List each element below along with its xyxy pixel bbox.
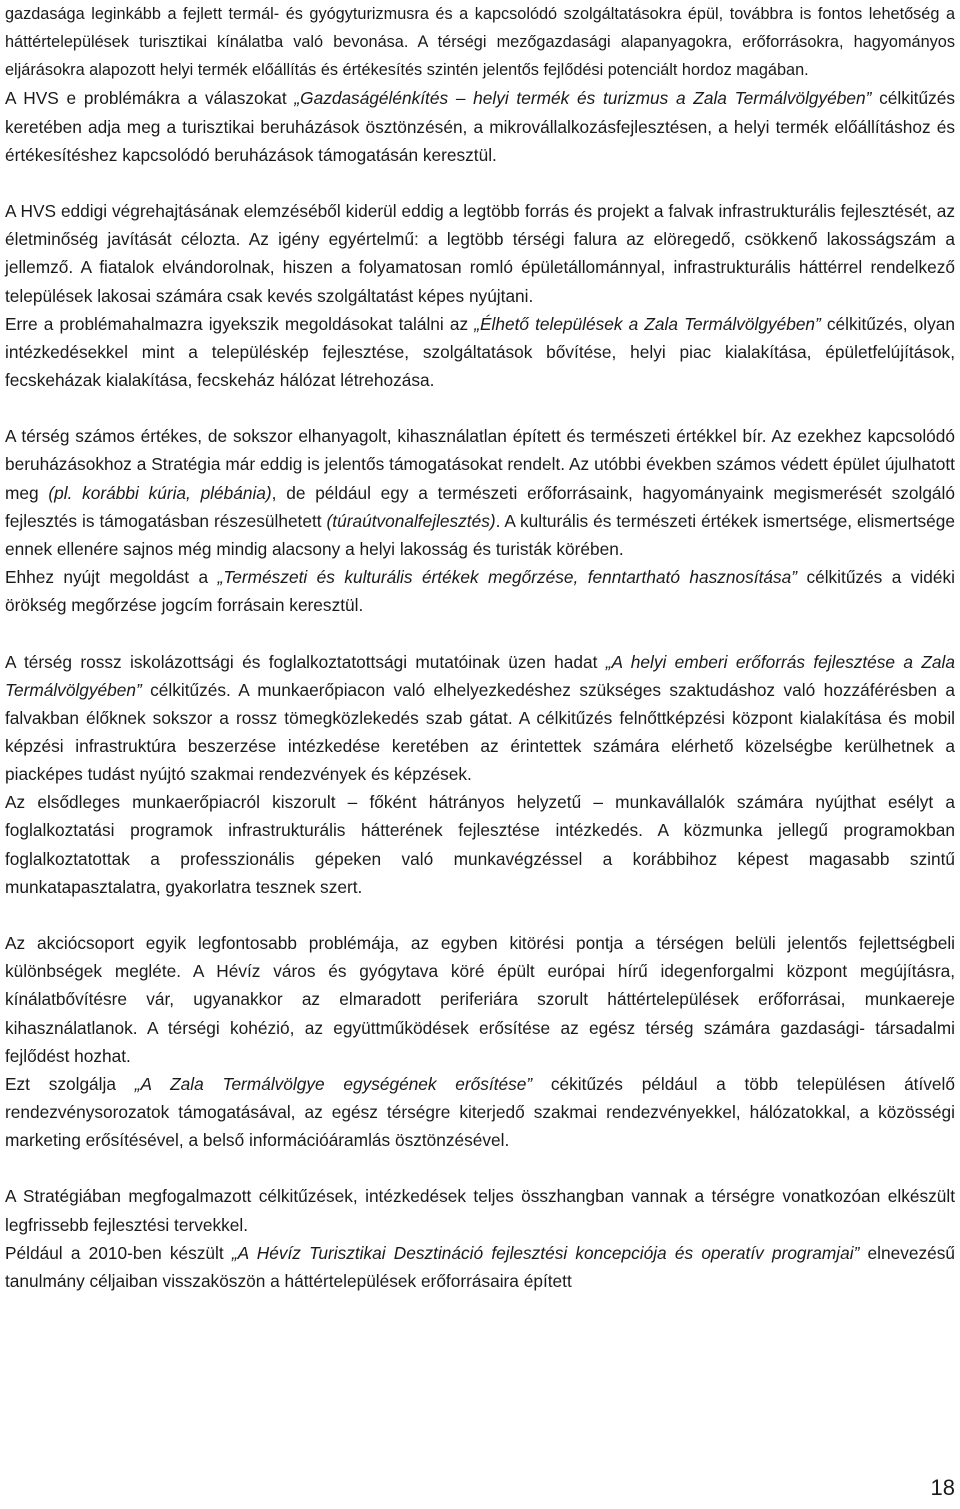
text-run: Az akciócsoport egyik legfontosabb problémája, az egyben kitörési pontja a térségen belüli jelentős fejlettségbeli különbségek megléte. A Hévíz város és gyógytava köré épült európai hírű idegenforgalmi központ megújításra, kínálatbővítésre vár, ugyanakkor az elmaradott periferiára szorult háttértelepülések erőforrásai, munkaereje kihasználatlanok. A térségi kohézió, az együttműködések erősítése az egész térség számára gazdasági- társadalmi fejlődést hozhat. [5, 933, 955, 1066]
text-run: célkitűzés, olyan intézkedésekkel mint a településkép fejlesztése, szolgáltatások bővítése, helyi piac kialakítása, épületfelújítások, fecskeházak kialakítása, fecskeház hálózat létrehozása. [5, 313, 955, 391]
italic-text: „Élhető települések a Zala Termálvölgyében” [474, 313, 821, 334]
paragraph [5, 422, 955, 563]
text-run: . A kulturális és természeti értékek ismertsége, elismertsége ennek ellenére sajnos még mindig alacsony a helyi lakosság és turisták körében. [5, 510, 955, 559]
text-run: célkitűzés. A munkaerőpiacon való elhelyezkedéshez szükséges szaktudáshoz való hozzáférésben a falvakban élőknek sokszor a rossz tömegközlekedés szab gátat. A célkitűzés felnőttképzési központ kialakítása és mobil képzési infrastruktúra beszerzése intézkedése keretében az érintettek számára elérhető közelségbe kerülhetnek a piacképes tudást nyújtó szakmai rendezvények és képzések. [5, 679, 955, 785]
text-run: A HVS e problémákra a válaszokat [5, 88, 295, 109]
paragraph [5, 929, 955, 1070]
italic-text: „Gazdaságélénkítés – helyi termék és turizmus a Zala Termálvölgyében” [294, 88, 872, 109]
text-run: Ehhez nyújt megoldást a [5, 567, 218, 588]
text-run: gazdasága leginkább a fejlett termál- és gyógyturizmusra és a kapcsolódó szolgáltatásokra épül, továbbra is fontos lehetőség a háttértelepülések turisztikai kínálatba való bevonása. A térségi mezőgazdasági alapanyagokra, erőforrásokra, hagyományos eljárásokra alapozott helyi termék előállítás és értékesítés szintén jelentős fejlődési potenciált hordoz magában. [5, 5, 955, 80]
paragraph [5, 197, 955, 310]
text-run: Ezt szolgálja [5, 1073, 135, 1094]
text-run: Az elsődleges munkaerőpiacról kiszorult – főként hátrányos helyzetű – munkavállalók számára nyújthat esélyt a foglalkoztatási programok infrastrukturális hátterének fejlesztése intézkedés. A közmunka jellegű programokban foglalkoztatottak a professzionális gépeken való munkavégzéssel a korábbihoz képest magasabb szintű munkatapasztalatra, gyakorlatra tesznek szert. [5, 792, 955, 897]
paragraph [5, 84, 955, 168]
paragraph [5, 310, 955, 394]
italic-text: (túraútvonalfejlesztés) [326, 510, 496, 531]
paragraph [5, 1182, 955, 1238]
italic-text: „A helyi emberi erőforrás fejlesztése a Zala Termálvölgyében” [5, 651, 955, 700]
text-run: célkitűzés keretében adja meg a turisztikai beruházások ösztönzésén, a mikrovállalkozásfejlesztésen, a helyi termék előállításhoz és értékesítéshez kapcsolódó beruházások támogatásán keresztül. [5, 88, 955, 165]
text-run: célkitűzés a vidéki örökség megőrzése jogcím forrásain keresztül. [5, 567, 955, 616]
text-run: A Stratégiában megfogalmazott célkitűzések, intézkedések teljes összhangban vannak a térségre vonatkozóan elkészült legfrissebb fejlesztési tervekkel. [5, 1186, 955, 1235]
text-run: , de például egy a természeti erőforrásaink, hagyományaink megismerését szolgáló fejlesztés is támogatásban részesülhetett [5, 482, 955, 531]
text-run: Például a 2010-ben készült [5, 1242, 232, 1263]
text-run: A térség számos értékes, de sokszor elhanyagolt, kihasználatlan épített és természeti értékkel bír. Az ezekhez kapcsolódó beruházásokhoz a Stratégia már eddig is jelentős támogatásokat rendelt. Az utóbbi években számos védett épület újulhatott meg [5, 426, 955, 503]
page-number: 18 [930, 1475, 955, 1500]
italic-text: (pl. korábbi kúria, plébánia) [48, 482, 272, 503]
text-run: A HVS eddigi végrehajtásának elemzéséből kiderül eddig a legtöbb forrás és projekt a falvak infrastrukturális fejlesztését, az életminőség javítását célozta. Az igény egyértelmű: a legtöbb térségi falura az elöregedő, csökkenő lakosságszám a jellemző. A fiatalok elvándorolnak, hiszen a folyamatosan romló épületállománnyal, infrastrukturális háttérrel rendelkező települések lakosai számára csak kevés szolgáltatást képes nyújtani. [5, 201, 955, 306]
body-text [5, 0, 955, 1295]
text-run: A térség rossz iskolázottsági és foglalkoztatottsági mutatóinak üzen hadat [5, 651, 606, 672]
text-run: Erre a problémahalmazra igyekszik megoldásokat találni az [5, 313, 475, 334]
italic-text: „A Zala Termálvölgye egységének erősítése” [134, 1073, 533, 1094]
paragraph [5, 1070, 955, 1154]
text-run: elnevezésű tanulmány céljaiban visszaköszön a háttértelepülések erőforrásaira épített [5, 1242, 955, 1291]
paragraph [5, 788, 955, 901]
italic-text: „A Hévíz Turisztikai Desztináció fejlesztési koncepciója és operatív programjai” [231, 1242, 860, 1263]
paragraph [5, 563, 955, 619]
italic-text: „Természeti és kulturális értékek megőrzése, fenntartható hasznosítása” [217, 567, 798, 588]
document-page [5, 0, 955, 1295]
text-run: cékitűzés például a több településen átívelő rendezvénysorozatok támogatásával, az egész térségre kiterjedő szakmai rendezvényekkel, hálózatokkal, a közösségi marketing erősítésével, a belső információáramlás ösztönzésével. [5, 1073, 955, 1151]
paragraph [5, 648, 955, 789]
paragraph [5, 0, 955, 84]
paragraph [5, 1239, 955, 1295]
